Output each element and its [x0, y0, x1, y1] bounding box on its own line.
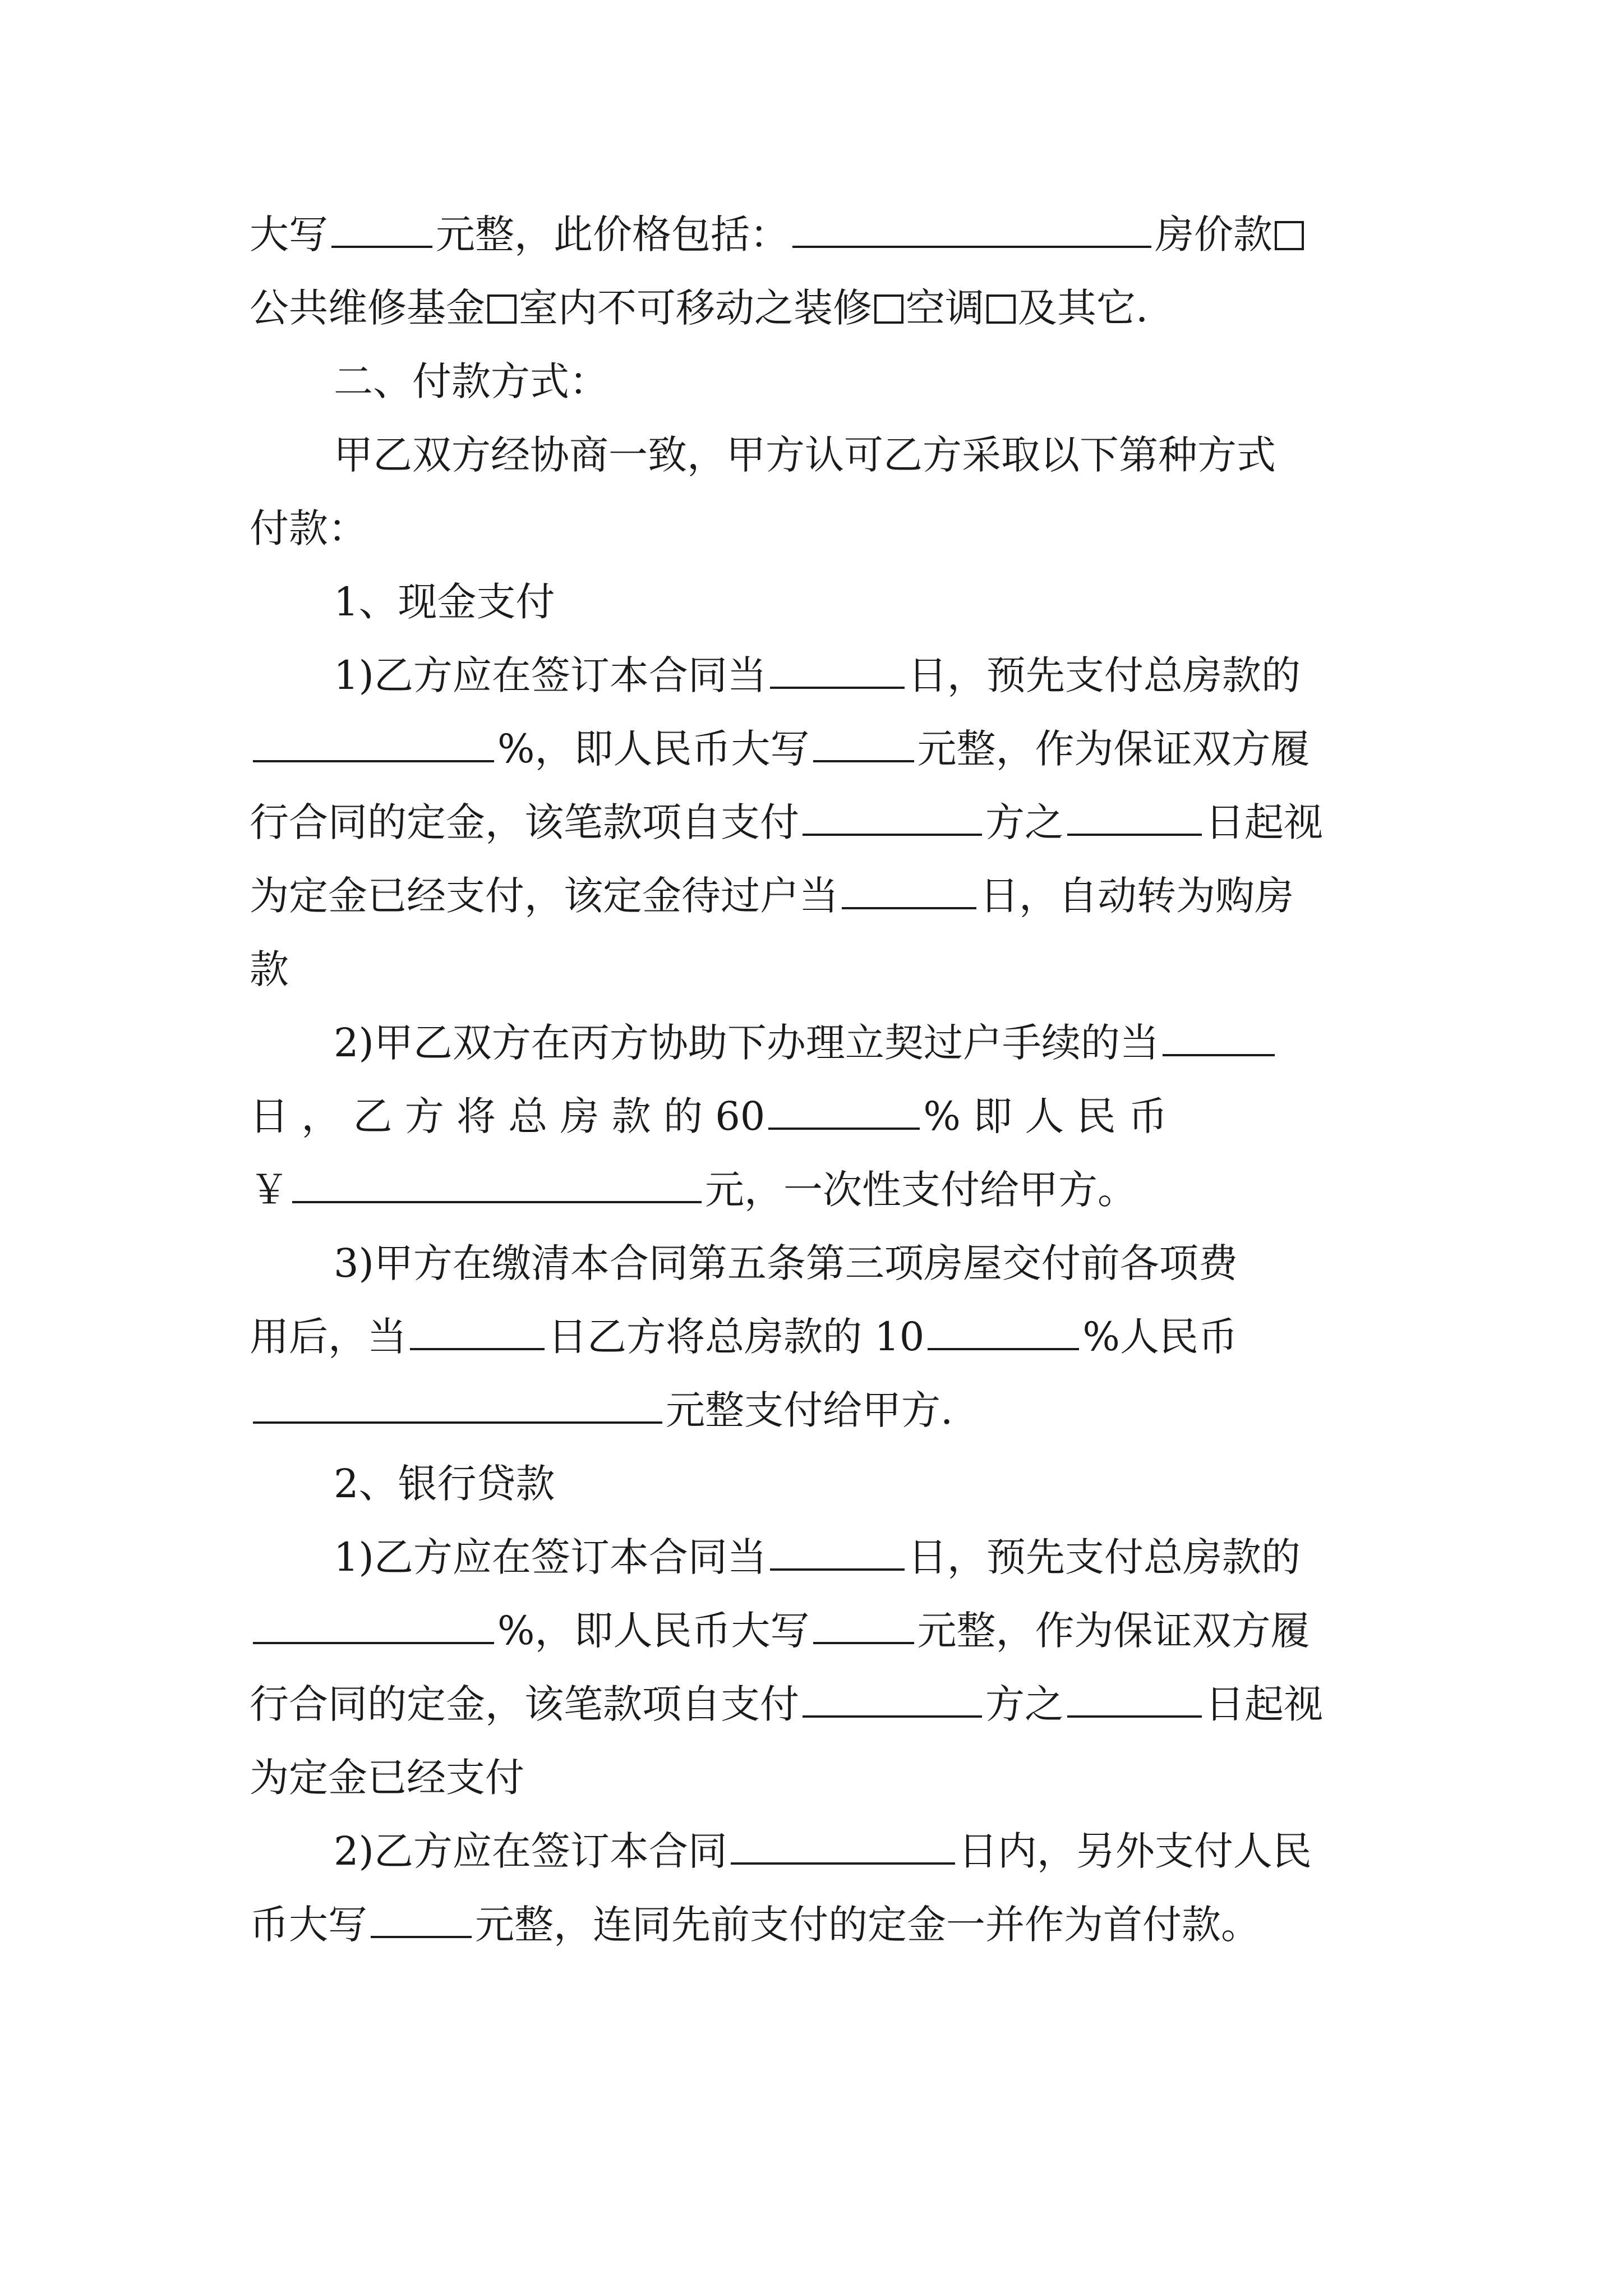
text-segment: 日起视	[1205, 1681, 1323, 1727]
text-segment: 元整支付给甲方.	[666, 1387, 953, 1433]
text-segment: 公共维修基金	[250, 285, 485, 331]
fill-in-blank[interactable]	[253, 1387, 662, 1424]
text-segment: 日 ， 乙 方 将 总 房 款 的 60	[250, 1093, 766, 1139]
text-segment: 2)乙方应在签订本合同	[334, 1828, 727, 1874]
text-segment: 为定金已经支付	[250, 1755, 524, 1801]
fill-in-blank[interactable]	[410, 1313, 545, 1350]
text-segment: 款	[250, 946, 289, 992]
text-line	[250, 206, 1388, 263]
text-segment: 2、银行贷款	[334, 1461, 555, 1507]
fill-in-blank[interactable]	[1067, 1681, 1202, 1718]
fill-in-blank[interactable]	[813, 1607, 914, 1644]
text-segment: 元整，作为保证双方履	[917, 726, 1310, 772]
text-line	[250, 280, 1388, 336]
fill-in-blank[interactable]	[770, 1534, 905, 1571]
text-segment: 二、付款方式：	[334, 358, 608, 404]
fill-in-blank[interactable]	[1067, 799, 1202, 836]
text-line	[334, 1456, 1388, 1512]
text-segment: 1)乙方应在签订本合同当	[334, 1534, 767, 1580]
text-segment: 元整，此价格包括：	[436, 211, 789, 257]
text-segment: 行合同的定金，该笔款项自支付	[250, 799, 799, 845]
text-segment: 及其它.	[1018, 285, 1149, 331]
text-line	[250, 1676, 1388, 1732]
fill-in-blank[interactable]	[1163, 1019, 1275, 1056]
text-segment: 1、现金支付	[334, 579, 555, 625]
text-segment: 元，一次性支付给甲方。	[705, 1167, 1137, 1213]
text-segment: 日乙方将总房款的 10	[548, 1314, 925, 1360]
text-segment: 行合同的定金，该笔款项自支付	[250, 1681, 799, 1727]
text-segment: 1)乙方应在签订本合同当	[334, 652, 767, 698]
text-segment: 日起视	[1205, 799, 1323, 845]
text-segment: %，即人民币大写	[497, 1608, 810, 1654]
text-segment: 日内，另外支付人民	[958, 1828, 1312, 1874]
text-segment: 3)甲方在缴清本合同第五条第三项房屋交付前各项费	[334, 1240, 1238, 1286]
text-segment: 币大写	[250, 1902, 367, 1948]
text-segment: 元整，作为保证双方履	[917, 1608, 1310, 1654]
text-segment: 方之	[985, 1681, 1064, 1727]
checkbox[interactable]	[986, 295, 1016, 324]
text-segment: 空调	[906, 285, 984, 331]
fill-in-blank[interactable]	[770, 652, 905, 689]
text-line	[250, 1603, 1388, 1659]
text-line	[250, 1309, 1388, 1365]
text-segment: ￥	[250, 1167, 289, 1213]
text-line	[250, 1162, 1388, 1218]
fill-in-blank[interactable]	[928, 1313, 1079, 1350]
fill-in-blank[interactable]	[813, 725, 914, 762]
text-line	[334, 574, 1388, 630]
checkbox[interactable]	[874, 295, 903, 324]
fill-in-blank[interactable]	[292, 1166, 702, 1203]
text-line	[334, 1235, 1388, 1291]
text-segment: 日，预先支付总房款的	[907, 652, 1301, 698]
text-line	[334, 1529, 1388, 1585]
fill-in-blank[interactable]	[731, 1828, 955, 1865]
fill-in-blank[interactable]	[792, 211, 1151, 248]
fill-in-blank[interactable]	[331, 211, 432, 248]
text-line	[250, 868, 1388, 924]
text-line	[334, 353, 1388, 409]
text-segment: 甲乙双方经协商一致，甲方认可乙方采取以下第种方式	[334, 432, 1276, 478]
text-line	[250, 1750, 1388, 1806]
text-line	[250, 1088, 1388, 1144]
text-segment: 房价款	[1155, 211, 1272, 257]
text-segment: %，即人民币大写	[497, 726, 810, 772]
text-segment: 为定金已经支付，该定金待过户当	[250, 873, 838, 919]
checkbox[interactable]	[1275, 221, 1304, 250]
text-line	[250, 1897, 1388, 1953]
text-segment: 日，自动转为购房	[980, 873, 1294, 919]
fill-in-blank[interactable]	[253, 1607, 494, 1644]
text-segment: 2)甲乙双方在丙方协助下办理立契过户手续的当	[334, 1020, 1159, 1066]
fill-in-blank[interactable]	[371, 1901, 472, 1938]
text-line	[250, 794, 1388, 850]
fill-in-blank[interactable]	[803, 799, 982, 836]
text-segment: 元整，连同先前支付的定金一并作为首付款。	[475, 1902, 1260, 1948]
fill-in-blank[interactable]	[803, 1681, 982, 1718]
fill-in-blank[interactable]	[842, 872, 976, 909]
checkbox[interactable]	[487, 295, 517, 324]
text-line	[334, 427, 1388, 483]
text-line	[334, 647, 1388, 703]
text-segment: 方之	[985, 799, 1064, 845]
text-segment: 大写	[250, 211, 328, 257]
text-segment: 用后，当	[250, 1314, 407, 1360]
text-line	[250, 941, 1388, 997]
text-segment: 日，预先支付总房款的	[907, 1534, 1301, 1580]
text-line	[250, 721, 1388, 777]
text-line	[250, 1382, 1388, 1438]
text-line	[334, 1015, 1388, 1071]
text-segment: % 即 人 民 币	[923, 1093, 1168, 1139]
fill-in-blank[interactable]	[253, 725, 494, 762]
text-line	[250, 500, 1388, 556]
text-segment: 付款：	[250, 505, 367, 551]
text-segment: %人民币	[1082, 1314, 1238, 1360]
fill-in-blank[interactable]	[768, 1093, 920, 1130]
text-segment: 室内不可移动之装修	[519, 285, 872, 331]
text-line	[334, 1823, 1388, 1879]
